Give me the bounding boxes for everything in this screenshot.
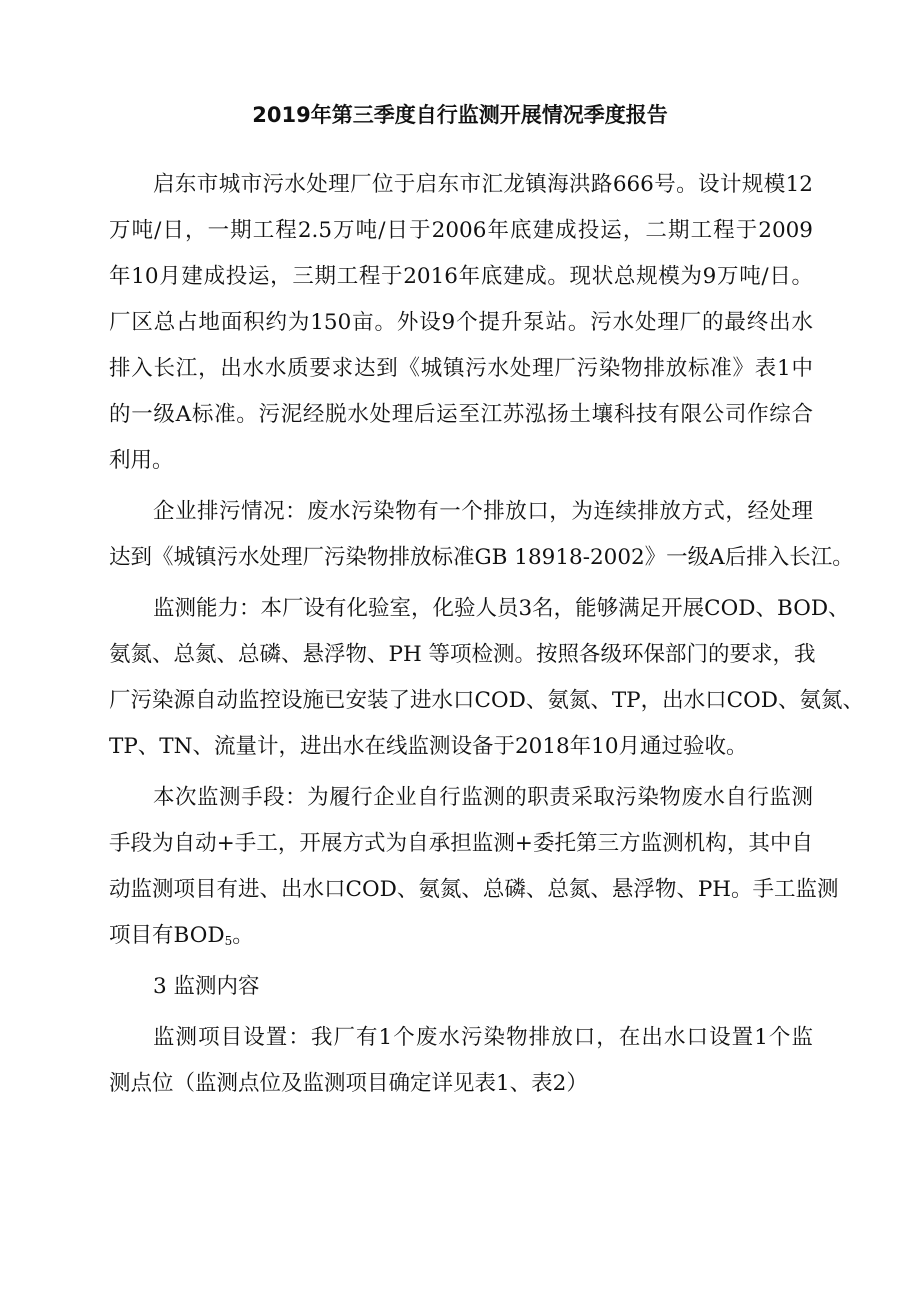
text-line xyxy=(109,913,813,959)
text-line: 氨氮、总氮、总磷、悬浮物、PH 等项检测。按照各级环保部门的要求，我 xyxy=(109,642,816,667)
text-line: 万吨/日，一期工程2.5万吨/日于2006年底建成投运，二期工程于2009 xyxy=(109,218,813,243)
paragraph-plant-overview xyxy=(109,162,813,484)
text-span: 项目有BOD xyxy=(109,923,225,948)
paragraph-monitoring-means xyxy=(109,775,839,959)
text-span: 。 xyxy=(232,923,254,948)
text-line: 企业排污情况：废水污染物有一个排放口，为连续排放方式，经处理 xyxy=(153,499,813,524)
text-line: 本次监测手段：为履行企业自行监测的职责采取污染物废水自行监测 xyxy=(153,785,813,810)
text-line: 利用。 xyxy=(109,448,174,473)
text-line: 排入长江，出水水质要求达到《城镇污水处理厂污染物排放标准》表1中 xyxy=(109,356,813,381)
text-line: 厂污染源自动监控设施已安装了进水口COD、氨氮、TP，出水口COD、氨氮、 xyxy=(109,688,864,713)
text-line: 启东市城市污水处理厂位于启东市汇龙镇海洪路666号。设计规模12 xyxy=(153,172,813,197)
text-line: 动监测项目有进、出水口COD、氨氮、总磷、总氮、悬浮物、PH。手工监测 xyxy=(109,877,839,902)
section-heading-monitoring-content xyxy=(109,964,813,1010)
text-line: 监测项目设置：我厂有1个废水污染物排放口，在出水口设置1个监 xyxy=(153,1025,813,1050)
text-line: 监测能力：本厂设有化验室，化验人员3名，能够满足开展COD、BOD、 xyxy=(153,596,850,621)
text-line: 年10月建成投运，三期工程于2016年底建成。现状总规模为9万吨/日。 xyxy=(109,264,813,289)
paragraph-monitoring-setup xyxy=(109,1015,813,1107)
paragraph-monitoring-capability xyxy=(109,586,864,770)
text-line: 达到《城镇污水处理厂污染物排放标准GB 18918-2002》一级A后排入长江。 xyxy=(109,545,854,570)
text-line: 手段为自动+手工，开展方式为自承担监测+委托第三方监测机构，其中自 xyxy=(109,831,813,856)
text-line: 的一级A标准。污泥经脱水处理后运至江苏泓扬土壤科技有限公司作综合 xyxy=(109,402,813,427)
section-heading: 3 监测内容 xyxy=(153,974,260,999)
text-line: TP、TN、流量计，进出水在线监测设备于2018年10月通过验收。 xyxy=(109,734,748,759)
subscript: 5 xyxy=(224,934,233,948)
document-title: 2019年第三季度自行监测开展情况季度报告 xyxy=(252,103,668,127)
text-line: 厂区总占地面积约为150亩。外设9个提升泵站。污水处理厂的最终出水 xyxy=(109,310,813,335)
text-line: 测点位（监测点位及监测项目确定详见表1、表2） xyxy=(109,1071,588,1096)
paragraph-discharge xyxy=(109,489,854,581)
document-body xyxy=(109,162,864,1112)
